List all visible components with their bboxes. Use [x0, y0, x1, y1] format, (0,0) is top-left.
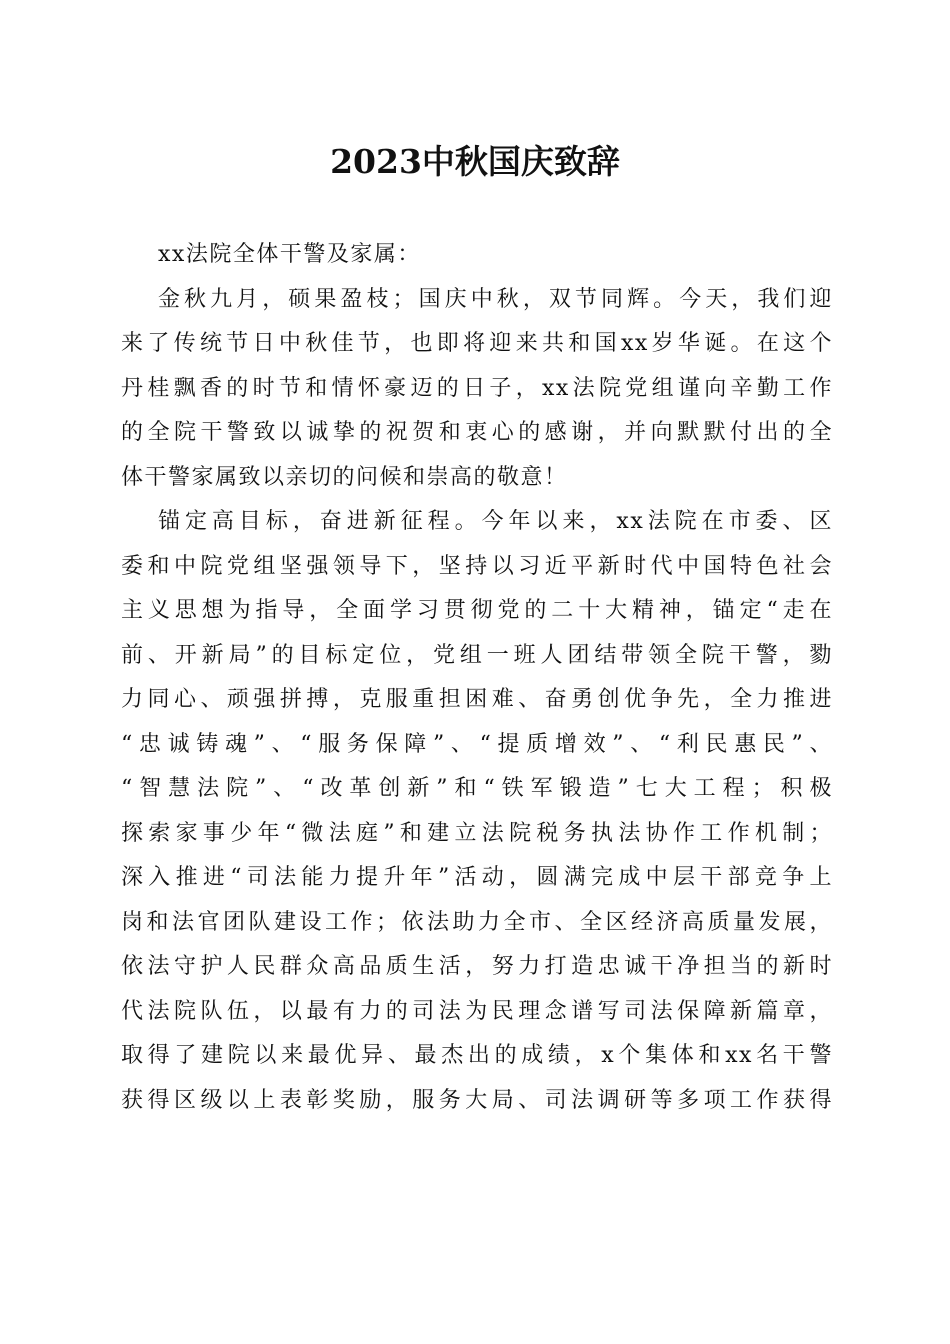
paragraph-greeting: [121, 278, 833, 501]
paragraph-line: 探索家事少年“微法庭”和建立法院税务执法协作工作机制；: [121, 820, 833, 846]
salutation: xx法院全体干警及家属：: [158, 242, 421, 267]
paragraph-line: 的全院干警致以诚挚的祝贺和衷心的感谢，并向默默付出的全: [121, 420, 833, 445]
paragraph-line: 委和中院党组坚强领导下，坚持以习近平新时代中国特色社会: [121, 553, 833, 579]
paragraph-line: 代法院队伍，以最有力的司法为民理念谱写司法保障新篇章，: [121, 998, 833, 1024]
document-body: [121, 233, 833, 1123]
paragraph-line: 深入推进“司法能力提升年”活动，圆满完成中层干部竞争上: [121, 865, 833, 890]
document-title: 2023中秋国庆致辞: [330, 142, 620, 181]
paragraph-line: “智慧法院”、“改革创新”和“铁军锻造”七大工程；积极: [121, 776, 833, 801]
paragraph-line: 依法守护人民群众高品质生活，努力打造忠诚干净担当的新时: [121, 954, 833, 979]
paragraph-line: 力同心、顽强拼搏，克服重担困难、奋勇创优争先，全力推进: [121, 687, 833, 712]
paragraph-line: 金秋九月，硕果盈枝；国庆中秋，双节同辉。今天，我们迎: [158, 286, 833, 312]
paragraph-line: 体干警家属致以亲切的问候和崇高的敬意！: [121, 464, 568, 490]
paragraph-line: 主义思想为指导，全面学习贯彻党的二十大精神，锚定“走在: [121, 598, 833, 623]
paragraph-line: 获得区级以上表彰奖励，服务大局、司法调研等多项工作获得: [121, 1087, 833, 1113]
paragraph-line: 锚定高目标，奋进新征程。今年以来，xx法院在市委、区: [158, 509, 833, 534]
paragraph-line: 来了传统节日中秋佳节，也即将迎来共和国xx岁华诞。在这个: [121, 331, 833, 356]
paragraph-line: 丹桂飘香的时节和情怀豪迈的日子，xx法院党组谨向辛勤工作: [121, 375, 833, 401]
paragraph-line: “忠诚铸魂”、“服务保障”、“提质增效”、“利民惠民”、: [121, 731, 833, 757]
paragraph-line: 岗和法官团队建设工作；依法助力全市、全区经济高质量发展，: [121, 909, 833, 935]
paragraph-line: 前、开新局”的目标定位，党组一班人团结带领全院干警，勠: [121, 642, 833, 668]
paragraph-line: 取得了建院以来最优异、最杰出的成绩，x个集体和xx名干警: [121, 1043, 833, 1068]
paragraph-achievements: [121, 500, 833, 1123]
